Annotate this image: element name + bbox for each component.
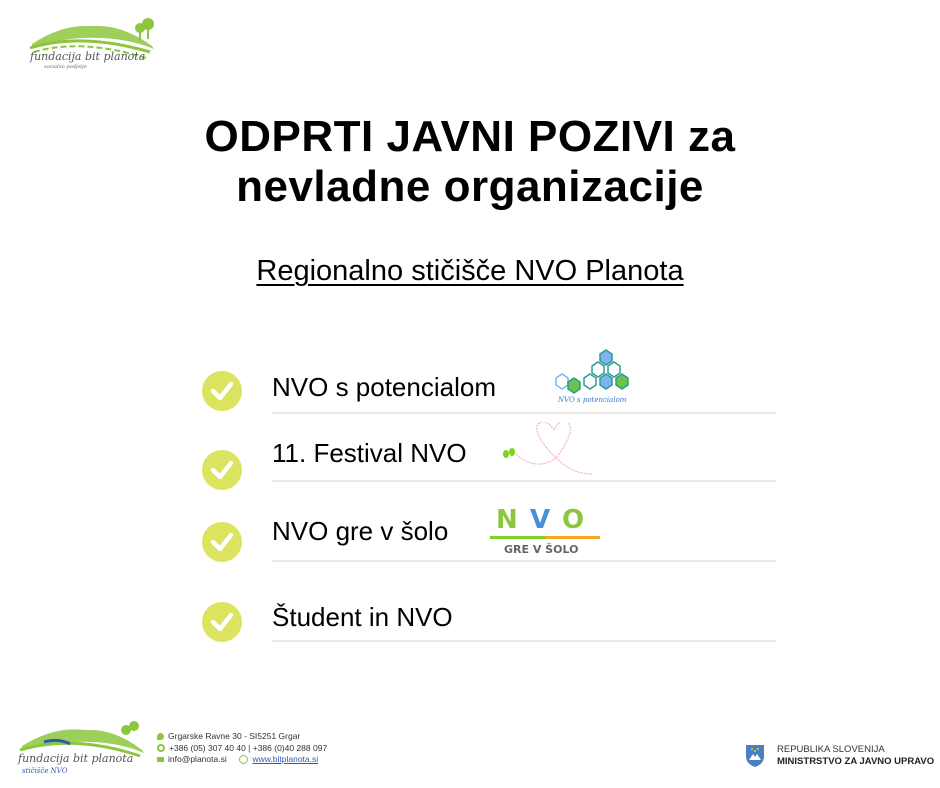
page-title [0,112,940,212]
gov-republic-text: REPUBLIKA SLOVENIJA [777,744,885,755]
check-circle-icon [202,450,242,490]
gre-v-solo-badge-text: GRE V ŠOLO [504,543,579,556]
nvo-potencialom-badge-text: NVO s potencialom [558,396,627,404]
call-list [200,350,780,658]
item-label: NVO s potencialom [272,372,496,402]
title-line-2: nevladne organizacije [236,162,704,211]
svg-text:N: N [496,505,518,535]
nvo-gre-v-solo-logo-icon [490,500,602,558]
subtitle [0,254,940,288]
gov-ministry-text: MINISTRSTVO ZA JAVNO UPRAVO [777,756,935,767]
contact-info [157,731,327,766]
list-item [200,494,780,578]
address: Grgarske Ravne 30 - SI5251 Grgar [168,731,301,741]
email[interactable]: info@planota.si [168,754,227,764]
government-logo [745,744,934,768]
item-label: NVO gre v šolo [272,516,449,546]
email-icon [157,757,164,762]
footer-logo-text: fundacija bit planota [18,752,134,765]
svg-text:O: O [562,505,585,535]
check-circle-icon [202,522,242,562]
divider [272,412,776,414]
slovenia-coat-of-arms-icon [745,744,765,768]
divider [272,640,776,642]
list-item [200,350,780,428]
check-circle-icon [202,602,242,642]
divider [272,480,776,482]
landscape-logo-icon [22,14,162,74]
list-item [200,578,780,658]
title-line-1: ODPRTI JAVNI POZIVI za [204,112,736,161]
phone-icon [157,744,165,752]
logo-tagline: socialno podjetje [44,64,87,70]
check-circle-icon [202,371,242,411]
logo-fundacija-text: fundacija bit planota [30,50,146,63]
festival-heart-butterfly-icon [496,422,606,482]
item-label: 11. Festival NVO [272,438,467,468]
list-item [200,428,780,494]
footer-logo-tagline: stičišče NVO [22,767,68,775]
globe-icon [239,755,248,764]
location-pin-icon [157,733,164,740]
phone: +386 (05) 307 40 40 | +386 (0)40 288 097 [169,742,328,753]
subtitle-text: Regionalno stičišče NVO Planota [256,255,684,287]
nvo-s-potencialom-logo-icon [552,348,632,408]
website-link[interactable]: www.bitplanota.si [252,754,319,764]
item-label: Študent in NVO [272,602,453,632]
fundacija-logo-footer [14,720,149,780]
svg-text:V: V [530,505,551,535]
fundacija-logo-top [22,14,162,74]
divider [272,560,776,562]
